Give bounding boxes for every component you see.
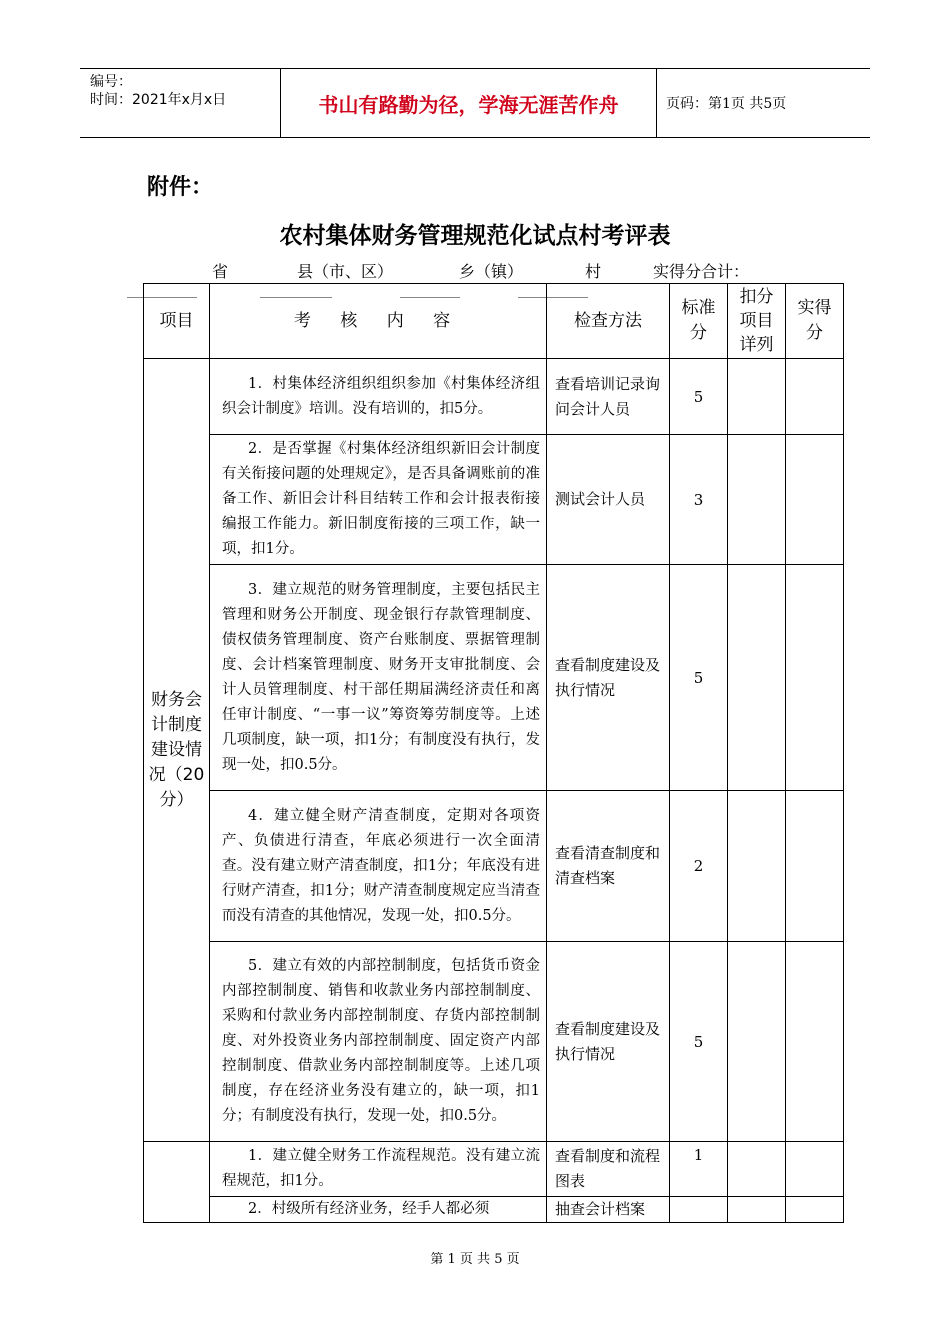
row-standard-score: 5 <box>670 565 728 791</box>
row-standard-score: 5 <box>670 359 728 435</box>
table-header-row <box>144 284 844 359</box>
row-deduct-cell[interactable] <box>728 942 786 1142</box>
row-deduct-cell[interactable] <box>728 565 786 791</box>
table-row <box>144 565 844 791</box>
header-page-info: 页码：第1页 共5页 <box>666 96 787 112</box>
page-header <box>80 68 870 138</box>
row-content: 2．村级所有经济业务，经手人都必须 <box>210 1197 547 1223</box>
row-standard-score: 2 <box>670 791 728 942</box>
row-content: 4．建立健全财产清查制度，定期对各项资产、负债进行清查，年底必须进行一次全面清查。没有建立财产清查制度，扣1分；年底没有进行财产清查，扣1分；财产清查制度规定应当清查而没有清查的其他情况，发现一处，扣0.5分。 <box>210 791 547 942</box>
col-header-content <box>210 284 547 359</box>
evaluation-table <box>143 283 844 1223</box>
row-deduct-cell[interactable] <box>728 435 786 565</box>
row-content: 3．建立规范的财务管理制度，主要包括民主管理和财务公开制度、现金银行存款管理制度、债权债务管理制度、资产台账制度、票据管理制度、会计档案管理制度、财务开支审批制度、会计人员管理制度、村干部任期届满经济责任和离任审计制度、“一事一议”筹资筹劳制度等。上述几项制度，缺一项，扣1分；有制度没有执行，发现一处，扣0.5分。 <box>210 565 547 791</box>
row-deduct-cell[interactable] <box>728 1142 786 1197</box>
document-title: 农村集体财务管理规范化试点村考评表 <box>279 223 671 249</box>
row-actual-cell[interactable] <box>786 359 844 435</box>
row-method: 查看清查制度和清查档案 <box>547 791 670 942</box>
row-actual-cell[interactable] <box>786 942 844 1142</box>
col-header-standard: 标准分 <box>670 284 728 359</box>
village-label: 村 <box>585 262 602 281</box>
page-footer: 第 1 页 共 5 页 <box>430 1252 520 1267</box>
row-deduct-cell[interactable] <box>728 1197 786 1223</box>
row-method: 查看制度建设及执行情况 <box>547 942 670 1142</box>
attachment-label: 附件： <box>147 175 214 200</box>
row-actual-cell[interactable] <box>786 791 844 942</box>
row-content: 1．建立健全财务工作流程规范。没有建立流程规范，扣1分。 <box>210 1142 547 1197</box>
row-method: 抽查会计档案 <box>547 1197 670 1223</box>
county-label: 县（市、区） <box>297 262 394 281</box>
header-motto: 书山有路勤为径，学海无涯苦作舟 <box>281 69 657 137</box>
row-standard-score <box>670 1197 728 1223</box>
table-row <box>144 1142 844 1197</box>
table-row <box>144 1197 844 1223</box>
township-label: 乡（镇） <box>459 262 524 281</box>
col-header-content-text: 考 核 内 容 <box>293 310 463 331</box>
row-method: 查看制度建设及执行情况 <box>547 565 670 791</box>
date-label: 时间：2021年x月x日 <box>90 92 227 108</box>
row-actual-cell[interactable] <box>786 1197 844 1223</box>
row-actual-cell[interactable] <box>786 565 844 791</box>
row-content: 2．是否掌握《村集体经济组织新旧会计制度有关衔接问题的处理规定》，是否具备调账前的准备工作、新旧会计科目结转工作和会计报表衔接编报工作能力。新旧制度衔接的三项工作，缺一项，扣1分。 <box>210 435 547 565</box>
section2-label <box>144 1142 210 1223</box>
section1-label: 财务会计制度建设情况（20分） <box>144 359 210 1142</box>
table-row <box>144 435 844 565</box>
row-actual-cell[interactable] <box>786 435 844 565</box>
total-score-label: 实得分合计： <box>653 262 750 281</box>
col-header-item: 项目 <box>144 284 210 359</box>
row-method: 查看制度和流程图表 <box>547 1142 670 1197</box>
table-row <box>144 791 844 942</box>
province-label: 省 <box>212 262 229 281</box>
table-row <box>144 942 844 1142</box>
row-actual-cell[interactable] <box>786 1142 844 1197</box>
col-header-method: 检查方法 <box>547 284 670 359</box>
col-header-deduct: 扣分项目详列 <box>728 284 786 359</box>
row-deduct-cell[interactable] <box>728 791 786 942</box>
table-row <box>144 359 844 435</box>
row-content: 5．建立有效的内部控制制度，包括货币资金内部控制制度、销售和收款业务内部控制制度、采购和付款业务内部控制制度、存货内部控制制度、对外投资业务内部控制制度、固定资产内部控制制度、借款业务内部控制制度等。上述几项制度，存在经济业务没有建立的，缺一项，扣1分；有制度没有执行，发现一处，扣0.5分。 <box>210 942 547 1142</box>
row-method: 查看培训记录询问会计人员 <box>547 359 670 435</box>
row-standard-score: 3 <box>670 435 728 565</box>
header-left <box>80 69 281 137</box>
location-line <box>144 259 844 283</box>
number-label: 编号： <box>90 74 132 90</box>
row-content: 1．村集体经济组织组织参加《村集体经济组织会计制度》培训。没有培训的，扣5分。 <box>210 359 547 435</box>
row-method: 测试会计人员 <box>547 435 670 565</box>
row-standard-score: 1 <box>670 1142 728 1197</box>
col-header-actual: 实得分 <box>786 284 844 359</box>
row-standard-score: 5 <box>670 942 728 1142</box>
row-deduct-cell[interactable] <box>728 359 786 435</box>
